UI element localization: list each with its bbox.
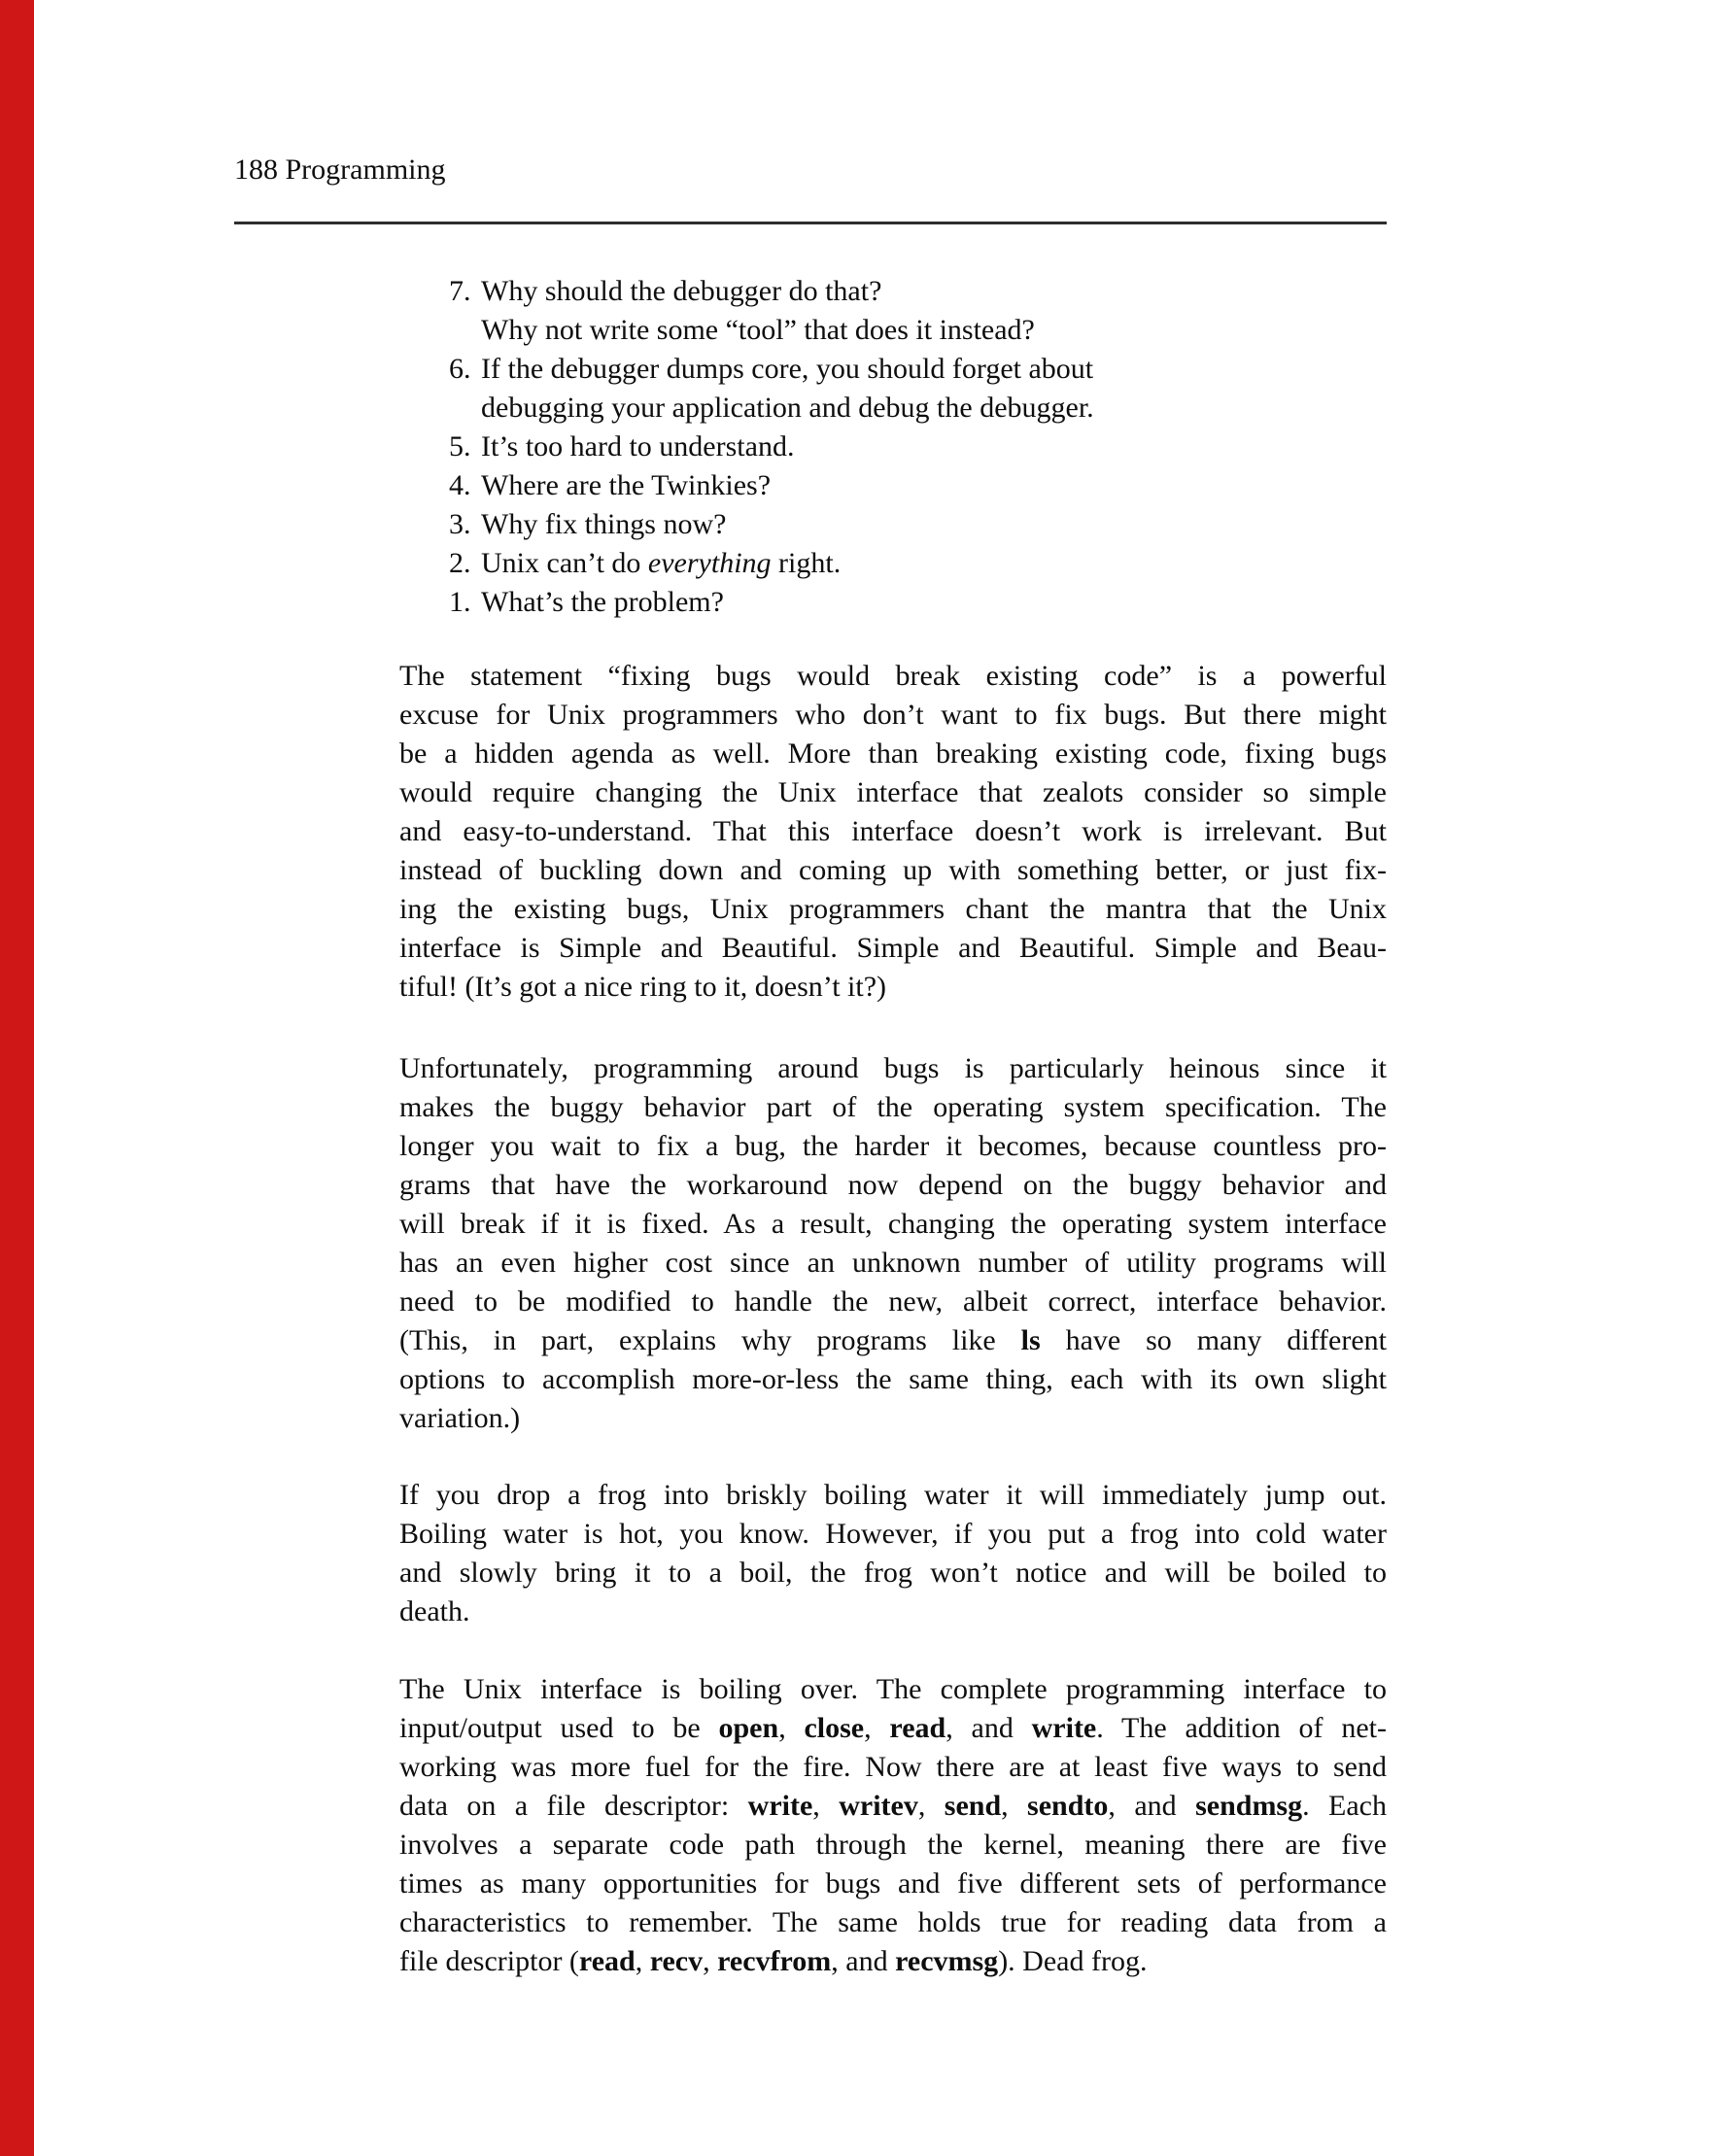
list-item — [449, 428, 1226, 466]
text-line: working was more fuel for the fire. Now there are at least five ways to send — [399, 1751, 1387, 1783]
text-line: input/output used to be open, close, read, and write. The addition of net- — [399, 1712, 1387, 1744]
list-item-number: 2. — [449, 547, 471, 579]
list-item-number: 6. — [449, 353, 471, 385]
text-line: and slowly bring it to a boil, the frog won’t notice and will be boiled to — [399, 1557, 1387, 1589]
list-line: Why not write some “tool” that does it instead? — [481, 314, 1035, 346]
list-item — [449, 272, 1226, 350]
text-line: need to be modified to handle the new, albeit correct, interface behavior. — [399, 1285, 1387, 1318]
list-item — [449, 466, 1226, 505]
text-line: grams that have the workaround now depend on the buggy behavior and — [399, 1169, 1387, 1201]
text-line: excuse for Unix programmers who don’t want to fix bugs. But there might — [399, 699, 1387, 731]
paragraph-frog-boiling — [399, 1476, 1387, 1631]
list-item-number: 1. — [449, 586, 471, 618]
list-line: Why fix things now? — [481, 508, 727, 540]
text-line: longer you wait to fix a bug, the harder it becomes, because countless pro- — [399, 1130, 1387, 1162]
paragraph-unix-interface-boiling — [399, 1670, 1387, 1981]
paragraph-programming-around-bugs — [399, 1049, 1387, 1438]
list-item — [449, 350, 1226, 428]
list-item-number: 3. — [449, 508, 471, 540]
text-line: data on a file descriptor: write, writev, send, sendto, and sendmsg. Each — [399, 1790, 1387, 1822]
header-rule — [234, 222, 1387, 224]
text-line: If you drop a frog into briskly boiling water it will immediately jump out. — [399, 1479, 1387, 1511]
list-item — [449, 505, 1226, 544]
list-item — [449, 583, 1226, 622]
text-line: involves a separate code path through the kernel, meaning there are five — [399, 1829, 1387, 1861]
list-line: What’s the problem? — [481, 586, 724, 618]
text-line: The Unix interface is boiling over. The complete programming interface to — [399, 1673, 1387, 1705]
page-edge-red-bar — [0, 0, 34, 2156]
text-line: (This, in part, explains why programs like ls have so many different — [399, 1324, 1388, 1356]
text-line: will break if it is fixed. As a result, changing the operating system interface — [399, 1208, 1387, 1240]
text-line: ing the existing bugs, Unix programmers chant the mantra that the Unix — [399, 893, 1387, 925]
text-line: be a hidden agenda as well. More than breaking existing code, fixing bugs — [399, 737, 1387, 770]
list-item — [449, 544, 1226, 583]
text-line: instead of buckling down and coming up with something better, or just fix- — [399, 854, 1387, 886]
text-line: Boiling water is hot, you know. However, if you put a frog into cold water — [399, 1518, 1387, 1550]
text-line: characteristics to remember. The same holds true for reading data from a — [399, 1906, 1387, 1938]
text-line: would require changing the Unix interface that zealots consider so simple — [399, 776, 1387, 808]
text-line: makes the buggy behavior part of the operating system specification. The — [399, 1091, 1387, 1123]
paragraph-fixing-bugs — [399, 657, 1387, 1007]
list-line: Where are the Twinkies? — [481, 469, 772, 501]
text-line: has an even higher cost since an unknown number of utility programs will — [399, 1247, 1387, 1279]
running-header-page-number: 188 Programming — [234, 154, 446, 186]
list-line: Unix can’t do everything right. — [481, 547, 842, 579]
list-item-number: 4. — [449, 469, 471, 501]
text-line: times as many opportunities for bugs and five different sets of performance — [399, 1867, 1387, 1899]
text-line: tiful! (It’s got a nice ring to it, doesn’t it?) — [399, 971, 887, 1003]
text-line: Unfortunately, programming around bugs is particularly heinous since it — [399, 1052, 1387, 1084]
list-item-number: 5. — [449, 430, 471, 462]
list-line: If the debugger dumps core, you should forget about — [481, 353, 1094, 385]
text-line: file descriptor (read, recv, recvfrom, and recvmsg). Dead frog. — [399, 1945, 1148, 1977]
text-line: interface is Simple and Beautiful. Simple and Beautiful. Simple and Beau- — [399, 932, 1387, 964]
text-line: The statement “fixing bugs would break existing code” is a powerful — [399, 660, 1387, 692]
countdown-list — [449, 272, 1226, 622]
text-line: options to accomplish more-or-less the same thing, each with its own slight — [399, 1363, 1387, 1395]
list-line: It’s too hard to understand. — [481, 430, 795, 462]
text-line: variation.) — [399, 1402, 521, 1434]
list-line: Why should the debugger do that? — [481, 275, 882, 307]
list-line: debugging your application and debug the debugger. — [481, 392, 1094, 424]
list-item-number: 7. — [449, 275, 471, 307]
text-line: death. — [399, 1595, 470, 1627]
text-line: and easy-to-understand. That this interface doesn’t work is irrelevant. But — [399, 815, 1387, 847]
